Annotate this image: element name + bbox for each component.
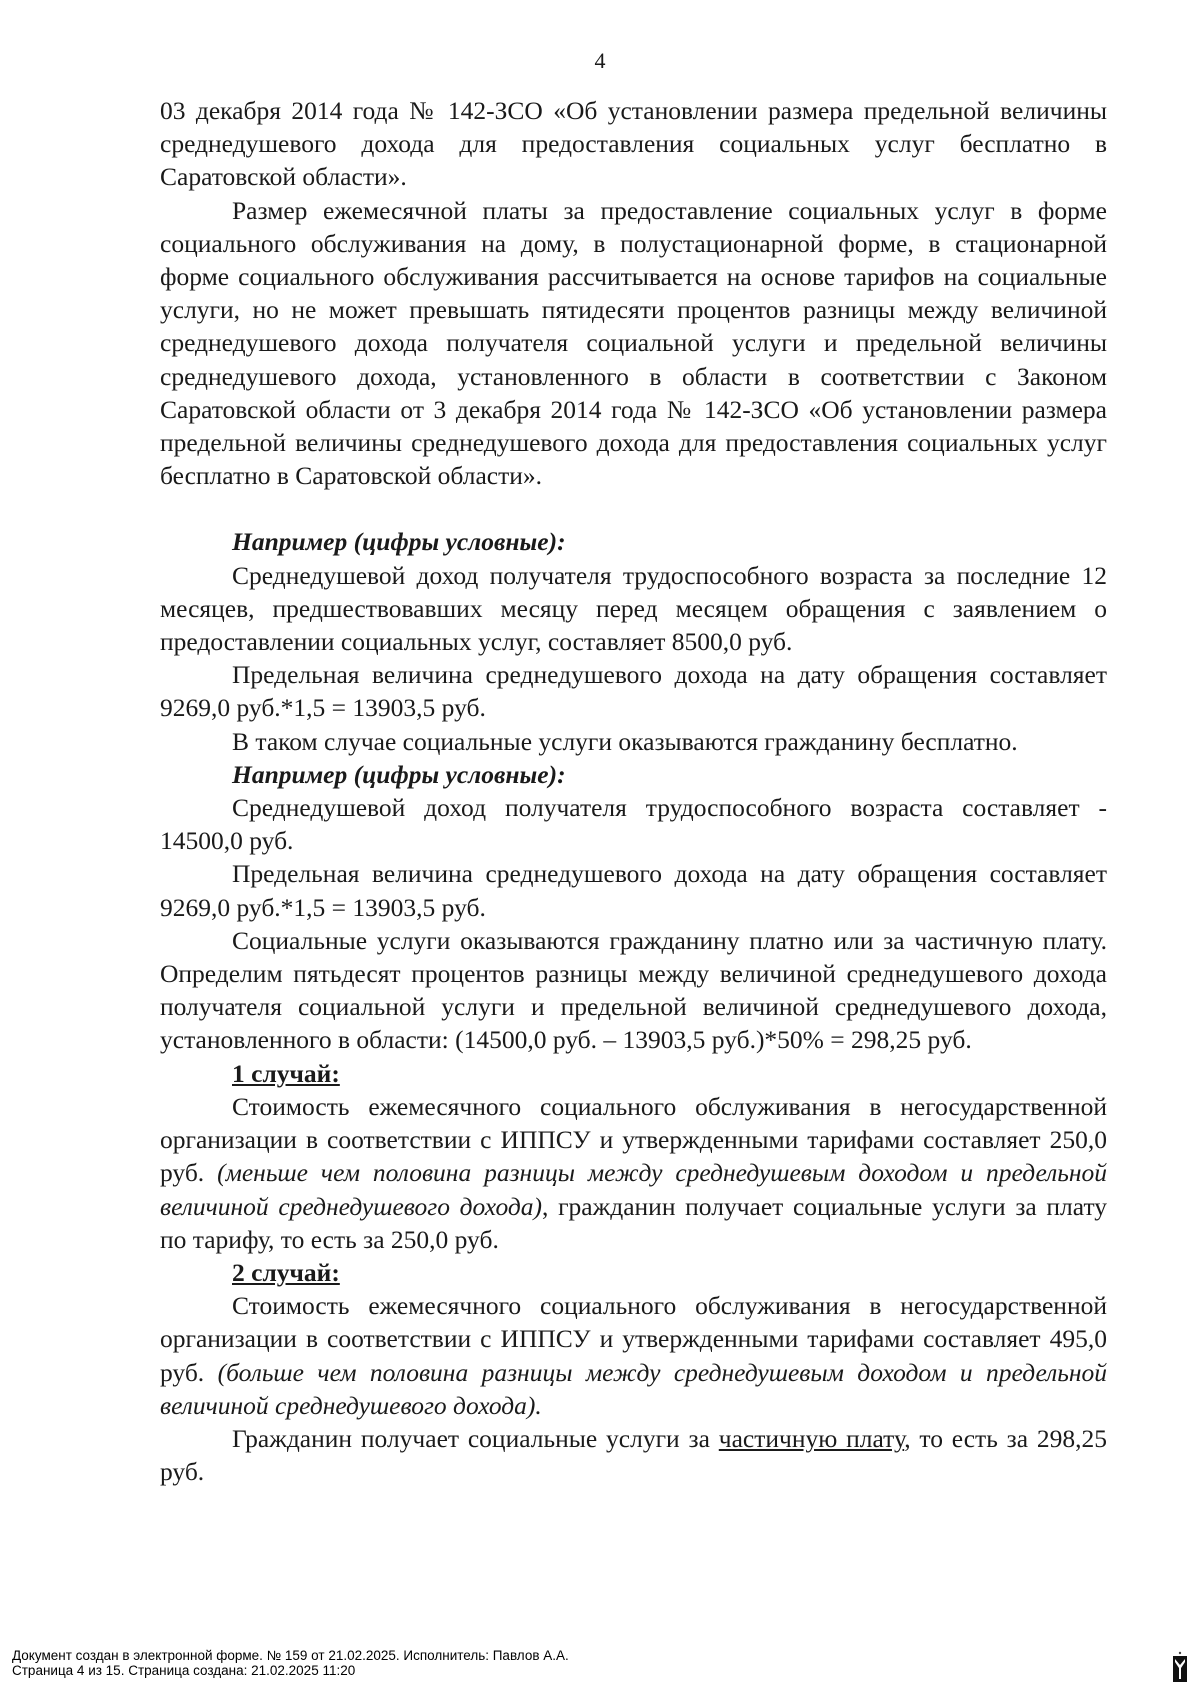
case1-text-end: , гражданин получает социальные услуги за плату по тарифу, то есть за 250,0 руб. xyxy=(160,1191,1107,1254)
case2-conclusion-end: , то есть за 298,25 руб. xyxy=(160,1423,1108,1487)
example2-income: Среднедушевой доход получателя трудоспособного возраста составляет - 14500,0 руб. xyxy=(160,793,1107,856)
example1-limit: Предельная величина среднедушевого дохода на дату обращения составляет 9269,0 руб.*1,5 = 13903,5 руб. xyxy=(160,660,1107,723)
case2-heading: 2 случай: xyxy=(232,1257,340,1287)
case1-text-start: Стоимость ежемесячного социального обслуживания в негосударственной организации в соответствии с ИППСУ и утвержденными тарифами составляет 250,0 руб. xyxy=(160,1091,1107,1188)
case2-conclusion-start: Гражданин получает социальные услуги за xyxy=(232,1423,710,1453)
case2-text xyxy=(160,1289,1107,1422)
case1-heading: 1 случай: xyxy=(232,1058,340,1088)
paragraph-payment-size: Размер ежемесячной платы за предоставление социальных услуг в форме социального обслуживания на дому, в полустационарной форме, в стационарной форме социального обслуживания рассчитывается на основе тарифов на социальные услуги, но не может превышать пятидесяти процентов разницы между величиной среднедушевого дохода получателя социальной услуги и предельной величины среднедушевого дохода, установленного в области в соответствии с Законом Саратовской области от 3 декабря 2014 года № 142-ЗСО «Об установлении размера предельной величины среднедушевого дохода для предоставления социальных услуг бесплатно в Саратовской области». xyxy=(160,195,1107,491)
case2-conclusion xyxy=(160,1422,1107,1488)
document-body xyxy=(160,94,1107,1488)
case2-conclusion-underlined: частичную плату xyxy=(718,1423,905,1453)
example1-heading: Например (цифры условные): xyxy=(232,527,566,557)
example2-heading: Например (цифры условные): xyxy=(232,759,566,789)
example2-limit: Предельная величина среднедушевого дохода на дату обращения составляет 9269,0 руб.*1,5 = 13903,5 руб. xyxy=(160,859,1107,922)
paragraph-law-reference: 03 декабря 2014 года № 142-ЗСО «Об установлении размера предельной величины среднедушевого дохода для предоставления социальных услуг бесплатно в Саратовской области». xyxy=(160,96,1107,192)
example1-conclusion: В таком случае социальные услуги оказываются гражданину бесплатно. xyxy=(232,726,1018,756)
emblem-icon xyxy=(1170,1650,1190,1690)
case2-note: (больше чем половина разницы между среднедушевым доходом и предельной величиной среднедушевого дохода). xyxy=(160,1357,1108,1420)
document-footer xyxy=(12,1648,569,1678)
case1-note: (меньше чем половина разницы между среднедушевым доходом и предельной величиной среднедушевого дохода) xyxy=(160,1158,1107,1221)
spacer xyxy=(160,492,1107,525)
case2-text-start: Стоимость ежемесячного социального обслуживания в негосударственной организации в соответствии с ИППСУ и утвержденными тарифами составляет 495,0 руб. xyxy=(160,1291,1107,1387)
footer-line-2: Страница 4 из 15. Страница создана: 21.02.2025 11:20 xyxy=(12,1663,356,1678)
page-number: 4 xyxy=(594,48,606,73)
example1-income: Среднедушевой доход получателя трудоспособного возраста за последние 12 месяцев, предшествовавших месяцу перед месяцем обращения с заявлением о предоставлении социальных услуг, составляет 8500,0 руб. xyxy=(160,560,1107,657)
example2-calculation: Социальные услуги оказываются гражданину платно или за частичную плату. Определим пятьдесят процентов разницы между величиной среднедушевого дохода получателя социальной услуги и предельной величиной среднедушевого дохода, установленного в области: (14500,0 руб. – 13903,5 руб.)*50% = 298,25 руб. xyxy=(160,925,1107,1055)
footer-line-1: Документ создан в электронной форме. № 159 от 21.02.2025. Исполнитель: Павлов А.А. xyxy=(12,1648,569,1663)
case1-text xyxy=(160,1090,1107,1256)
